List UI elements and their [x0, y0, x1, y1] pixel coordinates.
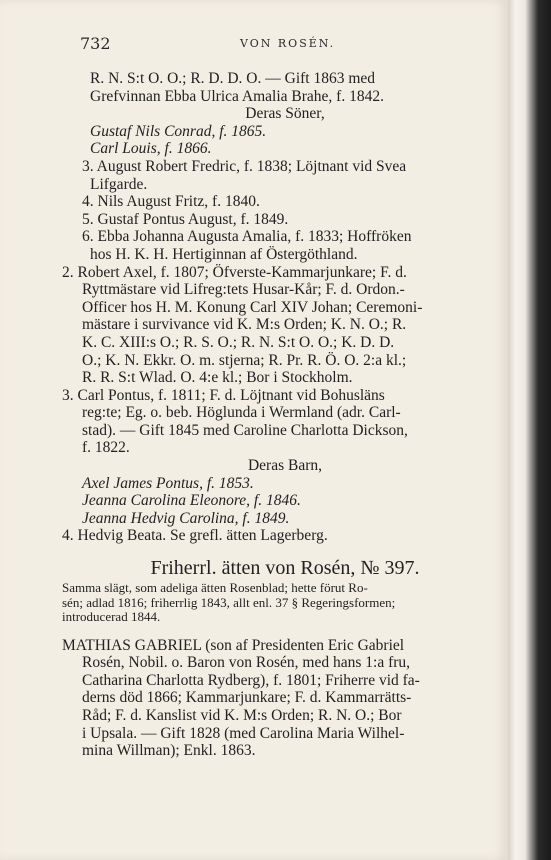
text-line: 2. Robert Axel, f. 1807; Öfverste-Kammarjunkare; F. d. — [62, 263, 407, 281]
text-line: Ryttmästare vid Lifreg:tets Husar-Kår; F. d. Ordon.- — [82, 281, 405, 299]
entry-line: MATHIAS GABRIEL (son af Presidenten Eric Gabriel — [62, 636, 405, 654]
entry-line: derns död 1866; Kammarjunkare; F. d. Kammarrätts- — [82, 689, 412, 707]
text-line: reg:te; Eg. o. beb. Höglunda i Wermland (adr. Carl- — [82, 404, 401, 422]
text-line: Deras Söner, — [245, 105, 325, 123]
intro-line: sén; adlad 1816; friherrlig 1843, allt enl. 37 § Regeringsformen; — [62, 594, 396, 610]
section-intro — [62, 581, 508, 625]
text-line: Axel James Pontus, f. 1853. — [82, 474, 254, 492]
text-line: stad). — Gift 1845 med Caroline Charlotta Dickson, — [82, 421, 408, 439]
page-edge — [508, 0, 551, 860]
text-line: O.; K. N. Ekkr. O. m. stjerna; R. Pr. R. Ö. O. 2:a kl.; — [82, 351, 407, 369]
text-line: f. 1822. — [82, 439, 130, 457]
intro-line: introducerad 1844. — [62, 609, 161, 625]
entry-line: Råd; F. d. Kanslist vid K. M:s Orden; R. N. O.; Bor — [82, 706, 402, 724]
intro-line: Samma slägt, som adeliga ätten Rosenblad; hette förut Ro- — [62, 580, 368, 596]
text-line: hos H. K. H. Hertiginnan af Östergöthland. — [90, 245, 358, 263]
entry-line: i Upsala. — Gift 1828 (med Carolina Maria Wilhel- — [82, 724, 405, 742]
genealogy-entries — [62, 70, 508, 545]
text-line: 5. Gustaf Pontus August, f. 1849. — [82, 210, 289, 228]
text-line: Gustaf Nils Conrad, f. 1865. — [90, 122, 267, 140]
main-entry — [62, 637, 508, 760]
page-header — [80, 34, 500, 54]
text-line: Lifgarde. — [90, 175, 148, 193]
page-number: 732 — [80, 34, 111, 53]
text-line: Officer hos H. M. Konung Carl XIV Johan; Ceremoni- — [82, 298, 423, 316]
text-line: Grefvinnan Ebba Ulrica Amalia Brahe, f. 1842. — [90, 87, 384, 105]
running-title: VON ROSÉN. — [240, 37, 336, 50]
text-line: K. C. XIII:s O.; R. S. O.; R. N. S:t O. O.; K. D. D. — [82, 333, 395, 351]
text-line: Jeanna Carolina Eleonore, f. 1846. — [82, 492, 301, 510]
text-line: mästare i survivance vid K. M:s Orden; K. N. O.; R. — [82, 316, 407, 334]
text-line: Jeanna Hedvig Carolina, f. 1849. — [82, 509, 290, 527]
text-line: 4. Nils August Fritz, f. 1840. — [82, 193, 260, 211]
text-line: 3. Carl Pontus, f. 1811; F. d. Löjtnant vid Bohusläns — [62, 386, 385, 404]
text-line: Deras Barn, — [247, 457, 323, 475]
text-line: R. N. S:t O. O.; R. D. D. O. — Gift 1863 med — [90, 70, 376, 87]
text-line: Carl Louis, f. 1866. — [90, 140, 212, 158]
text-line: 4. Hedvig Beata. Se grefl. ätten Lagerberg. — [62, 527, 328, 545]
section-title: Friherrl. ätten von Rosén, № 397. — [150, 557, 420, 580]
text-line: 3. August Robert Fredric, f. 1838; Löjtnant vid Svea — [82, 157, 407, 175]
entry-line: Rosén, Nobil. o. Baron von Rosén, med hans 1:a fru, — [82, 654, 411, 672]
text-line: 6. Ebba Johanna Augusta Amalia, f. 1833; Hoffröken — [82, 228, 412, 246]
entry-line: mina Willman); Enkl. 1863. — [82, 742, 256, 760]
text-line: R. R. S:t Wlad. O. 4:e kl.; Bor i Stockholm. — [82, 369, 353, 387]
page-body — [62, 70, 508, 760]
entry-line: Catharina Charlotta Rydberg), f. 1801; Friherre vid fa- — [82, 671, 420, 689]
